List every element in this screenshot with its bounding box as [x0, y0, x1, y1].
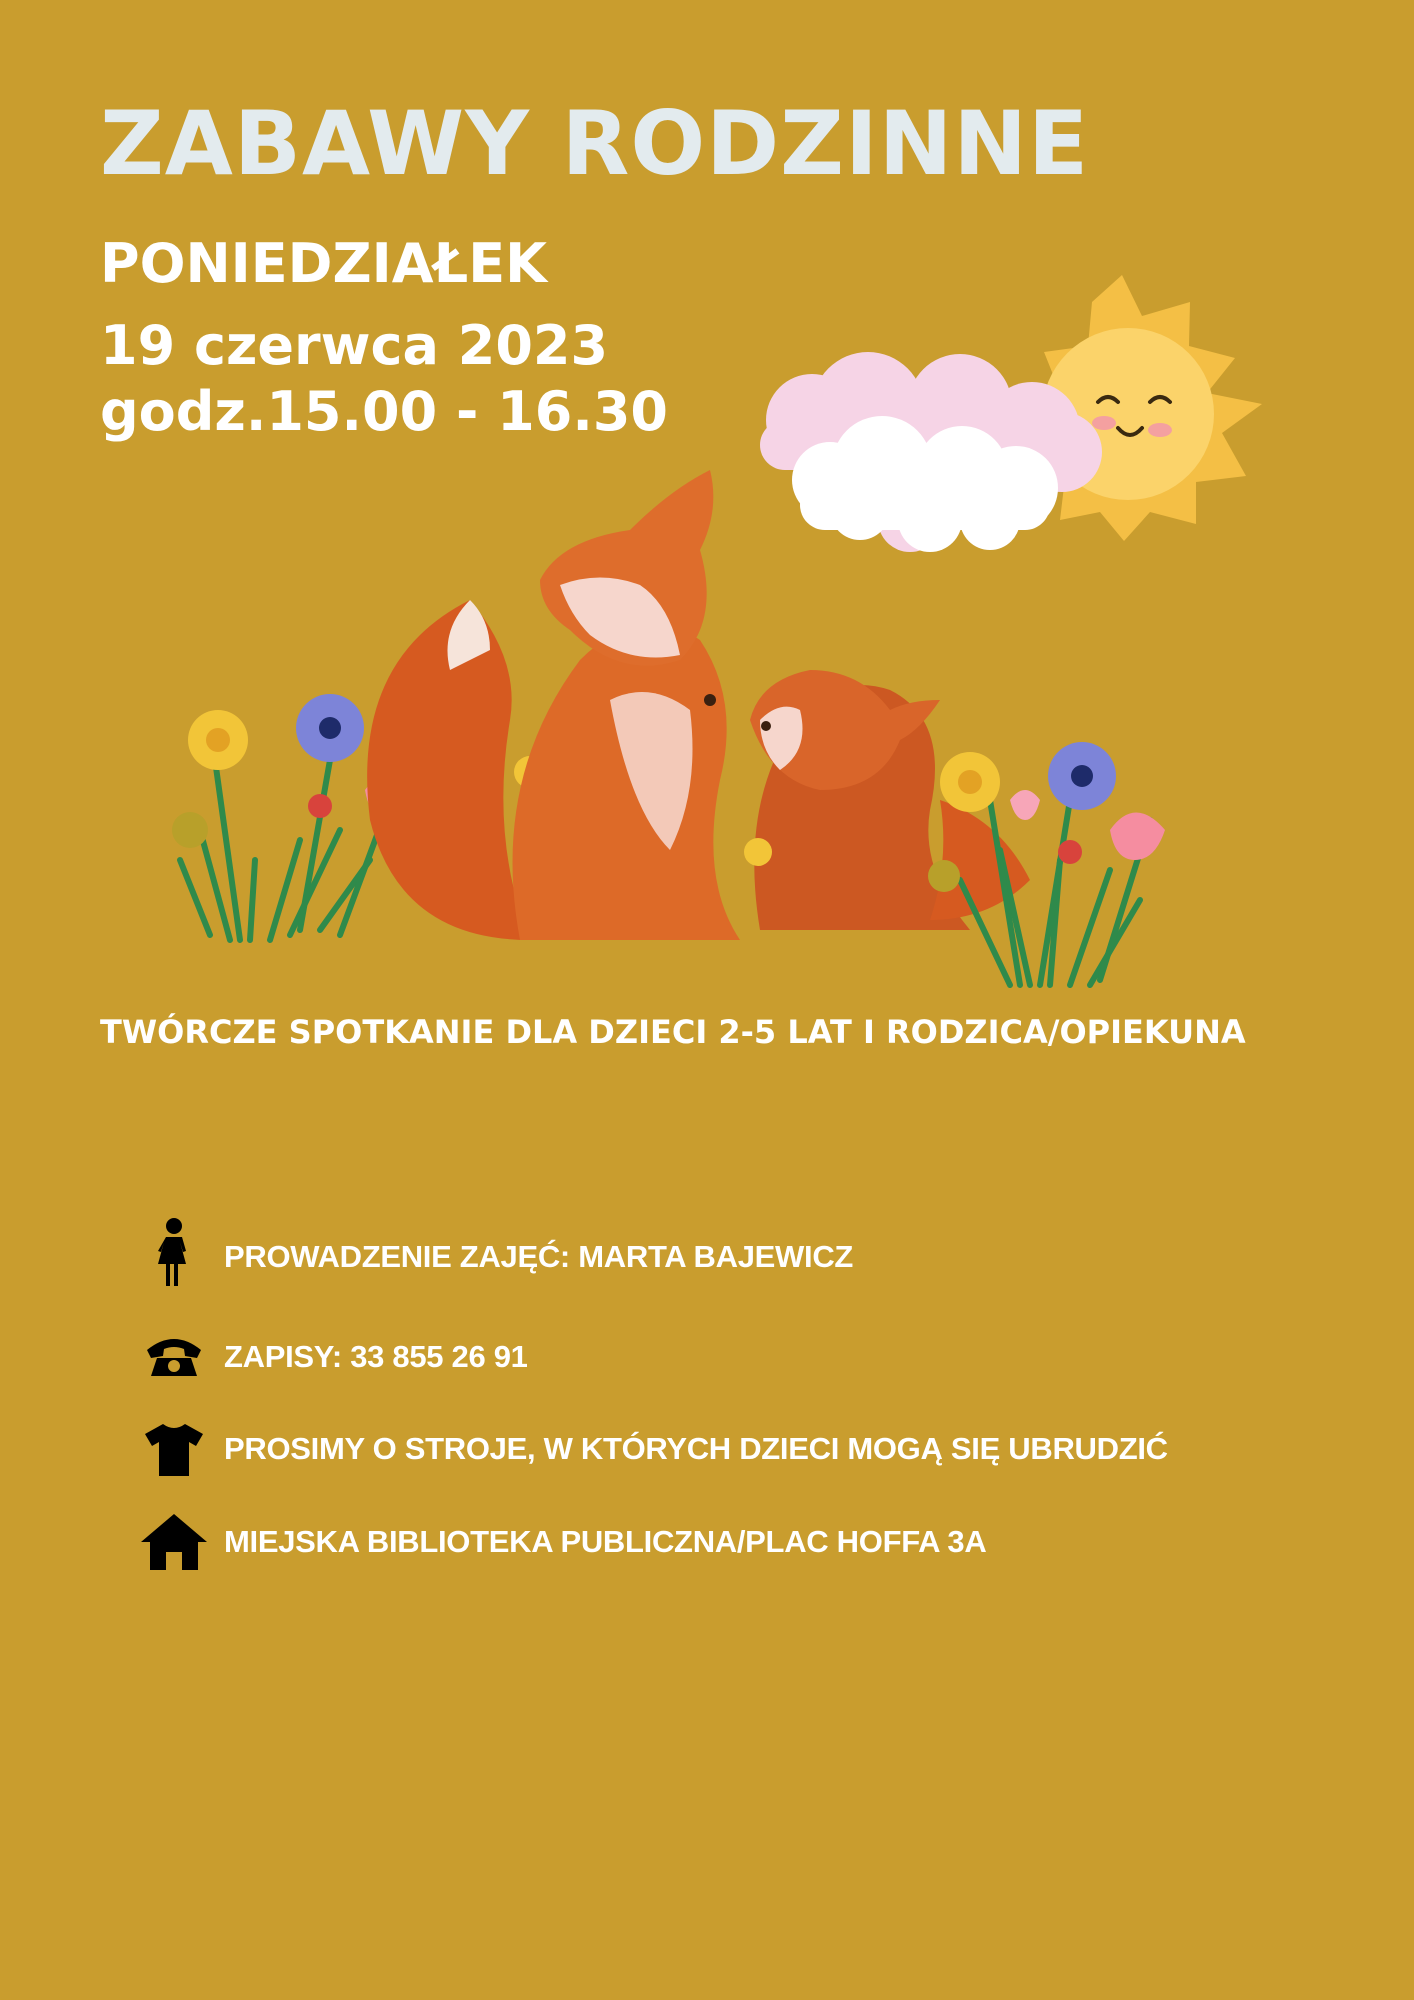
woman-icon: [138, 1222, 210, 1292]
event-time: godz.15.00 - 16.30: [100, 380, 668, 443]
event-day: PONIEDZIAŁEK: [100, 232, 547, 295]
event-subtitle: TWÓRCZE SPOTKANIE DLA DZIECI 2-5 LAT I RODZICA/OPIEKUNA: [100, 1013, 1246, 1051]
info-text: MIEJSKA BIBLIOTEKA PUBLICZNA/PLAC HOFFA 3A: [224, 1524, 987, 1559]
poster-title: ZABAWY RODZINNE: [100, 92, 1090, 195]
info-row-location: [138, 1507, 1338, 1577]
info-row-signup: [138, 1322, 1338, 1392]
event-date: 19 czerwca 2023: [100, 314, 609, 377]
home-icon: [138, 1507, 210, 1577]
info-text: PROSIMY O STROJE, W KTÓRYCH DZIECI MOGĄ SIĘ UBRUDZIĆ: [224, 1431, 1168, 1466]
info-row-clothing: [138, 1414, 1338, 1484]
info-text: ZAPISY: 33 855 26 91: [224, 1339, 528, 1374]
info-text: PROWADZENIE ZAJĘĆ: MARTA BAJEWICZ: [224, 1239, 854, 1274]
phone-icon: [138, 1322, 210, 1392]
tshirt-icon: [138, 1414, 210, 1484]
info-row-instructor: [138, 1222, 1338, 1292]
